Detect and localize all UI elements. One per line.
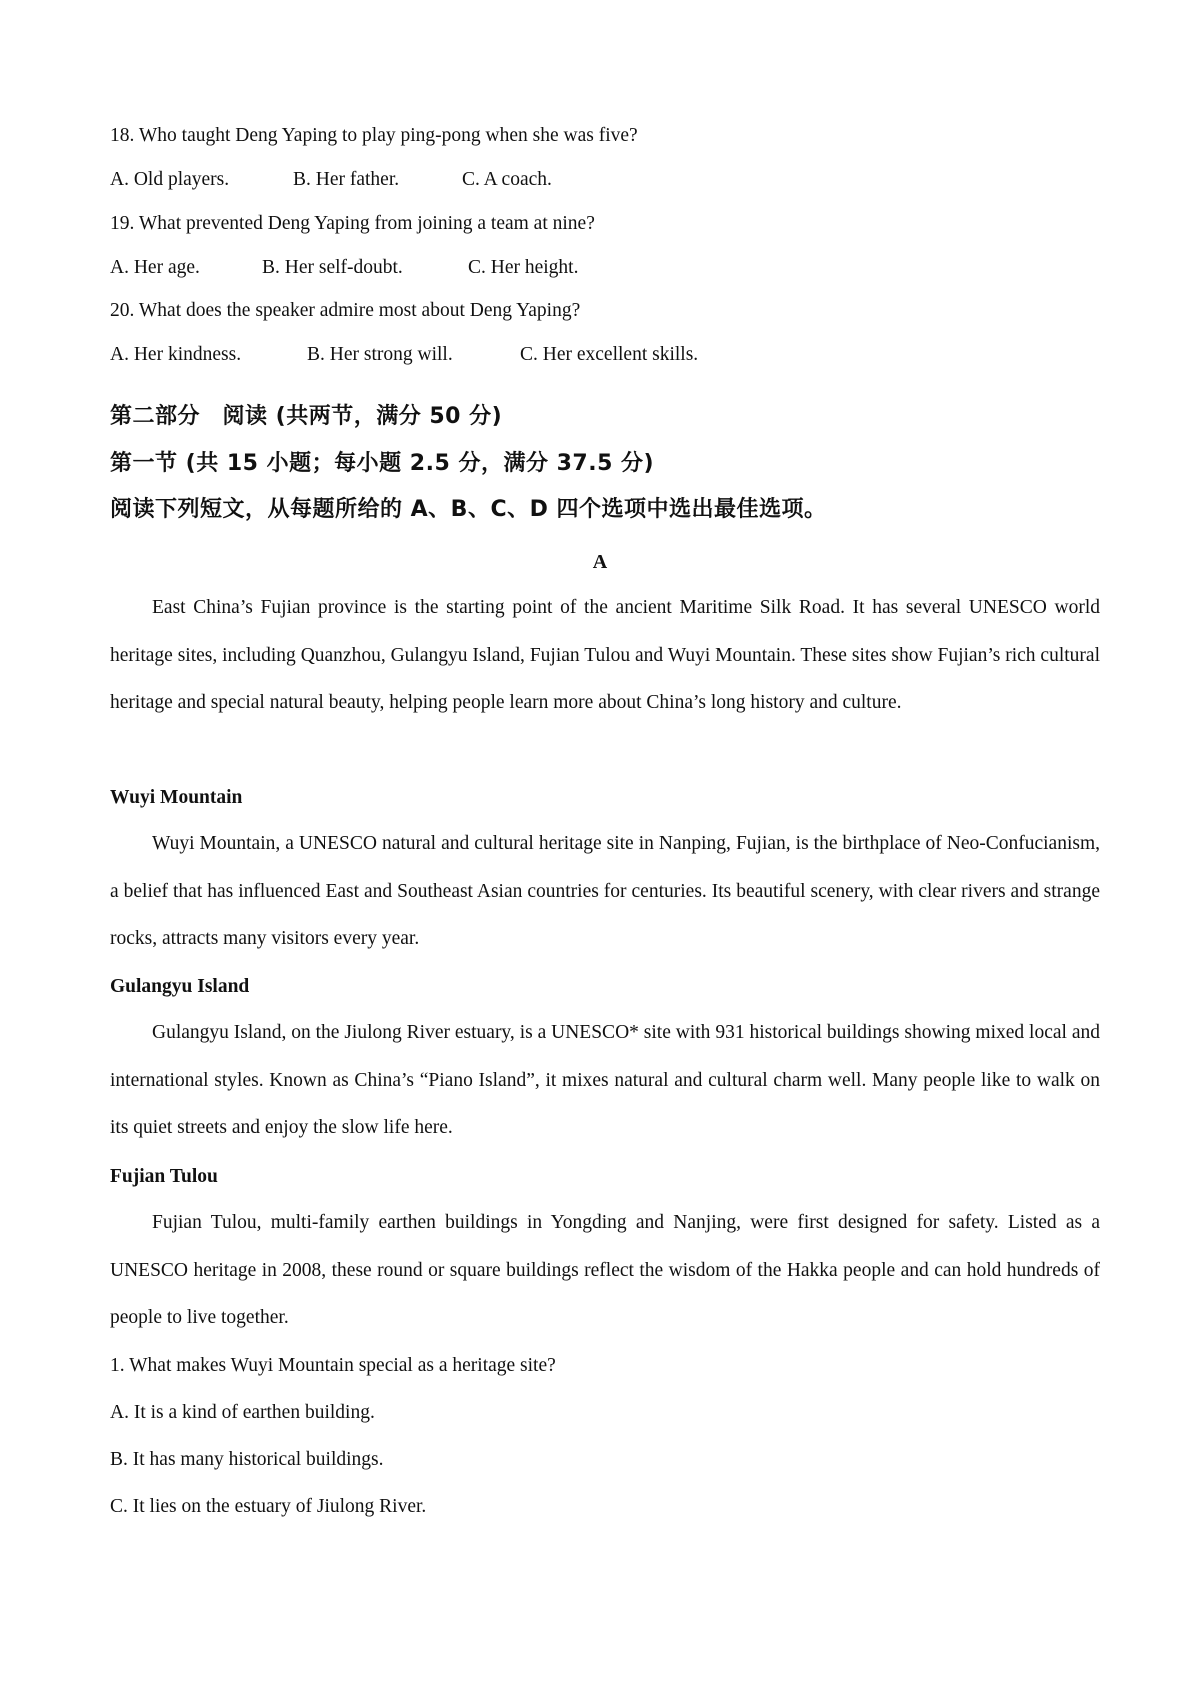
section-text-wuyi: Wuyi Mountain, a UNESCO natural and cultural heritage site in Nanping, Fujian, is the birthplace of Neo-Confucianism, a belief that has influenced East and Southeast Asian countries for centuries. Its beautiful scenery, with clear rivers and strange rocks, attracts many visitors every year. [110,833,1100,949]
option-b: B. Her self-doubt. [262,257,403,278]
question-18-options [110,166,1100,194]
question-20-options [110,341,1100,369]
question-19-options [110,254,1100,282]
reading-question-1: 1. What makes Wuyi Mountain special as a heritage site? [110,1355,556,1376]
option-c: C. It lies on the estuary of Jiulong River. [110,1496,427,1517]
option-c: C. A coach. [462,169,552,190]
question-20: 20. What does the speaker admire most about Deng Yaping? [110,300,581,321]
part-two-title: 第二部分 阅读 (共两节，满分 50 分) [110,404,503,429]
section-one-title: 第一节 (共 15 小题；每小题 2.5 分，满分 37.5 分) [110,451,655,476]
passage-intro: East China’s Fujian province is the starting point of the ancient Maritime Silk Road. It has several UNESCO world heritage sites, including Quanzhou, Gulangyu Island, Fujian Tulou and Wuyi Mountain. These sites show Fujian’s rich cultural heritage and special natural beauty, helping people learn more about China’s long history and culture. [110,597,1100,713]
section-text-tulou: Fujian Tulou, multi-family earthen buildings in Yongding and Nanjing, were first designed for safety. Listed as a UNESCO heritage in 2008, these round or square buildings reflect the wisdom of the Hakka people and can hold hundreds of people to live together. [110,1212,1100,1328]
question-18: 18. Who taught Deng Yaping to play ping-pong when she was five? [110,125,638,146]
option-c: C. Her excellent skills. [520,344,699,365]
section-text-gulangyu: Gulangyu Island, on the Jiulong River estuary, is a UNESCO* site with 931 historical buildings showing mixed local and international styles. Known as China’s “Piano Island”, it mixes natural and cultural charm well. Many people like to walk on its quiet streets and enjoy the slow life here. [110,1022,1100,1138]
passage-label: A [592,551,608,573]
section-heading-gulangyu: Gulangyu Island [110,976,250,997]
option-a: A. It is a kind of earthen building. [110,1402,375,1423]
option-b: B. Her father. [293,169,400,190]
section-heading-tulou: Fujian Tulou [110,1166,218,1187]
option-b: B. It has many historical buildings. [110,1449,384,1470]
reading-instruction: 阅读下列短文，从每题所给的 A、B、C、D 四个选项中选出最佳选项。 [110,497,827,522]
option-c: C. Her height. [468,257,579,278]
section-heading-wuyi: Wuyi Mountain [110,787,243,808]
option-b: B. Her strong will. [307,344,453,365]
option-a: A. Her age. [110,257,200,278]
question-19: 19. What prevented Deng Yaping from joining a team at nine? [110,213,595,234]
option-a: A. Her kindness. [110,344,242,365]
option-a: A. Old players. [110,169,230,190]
